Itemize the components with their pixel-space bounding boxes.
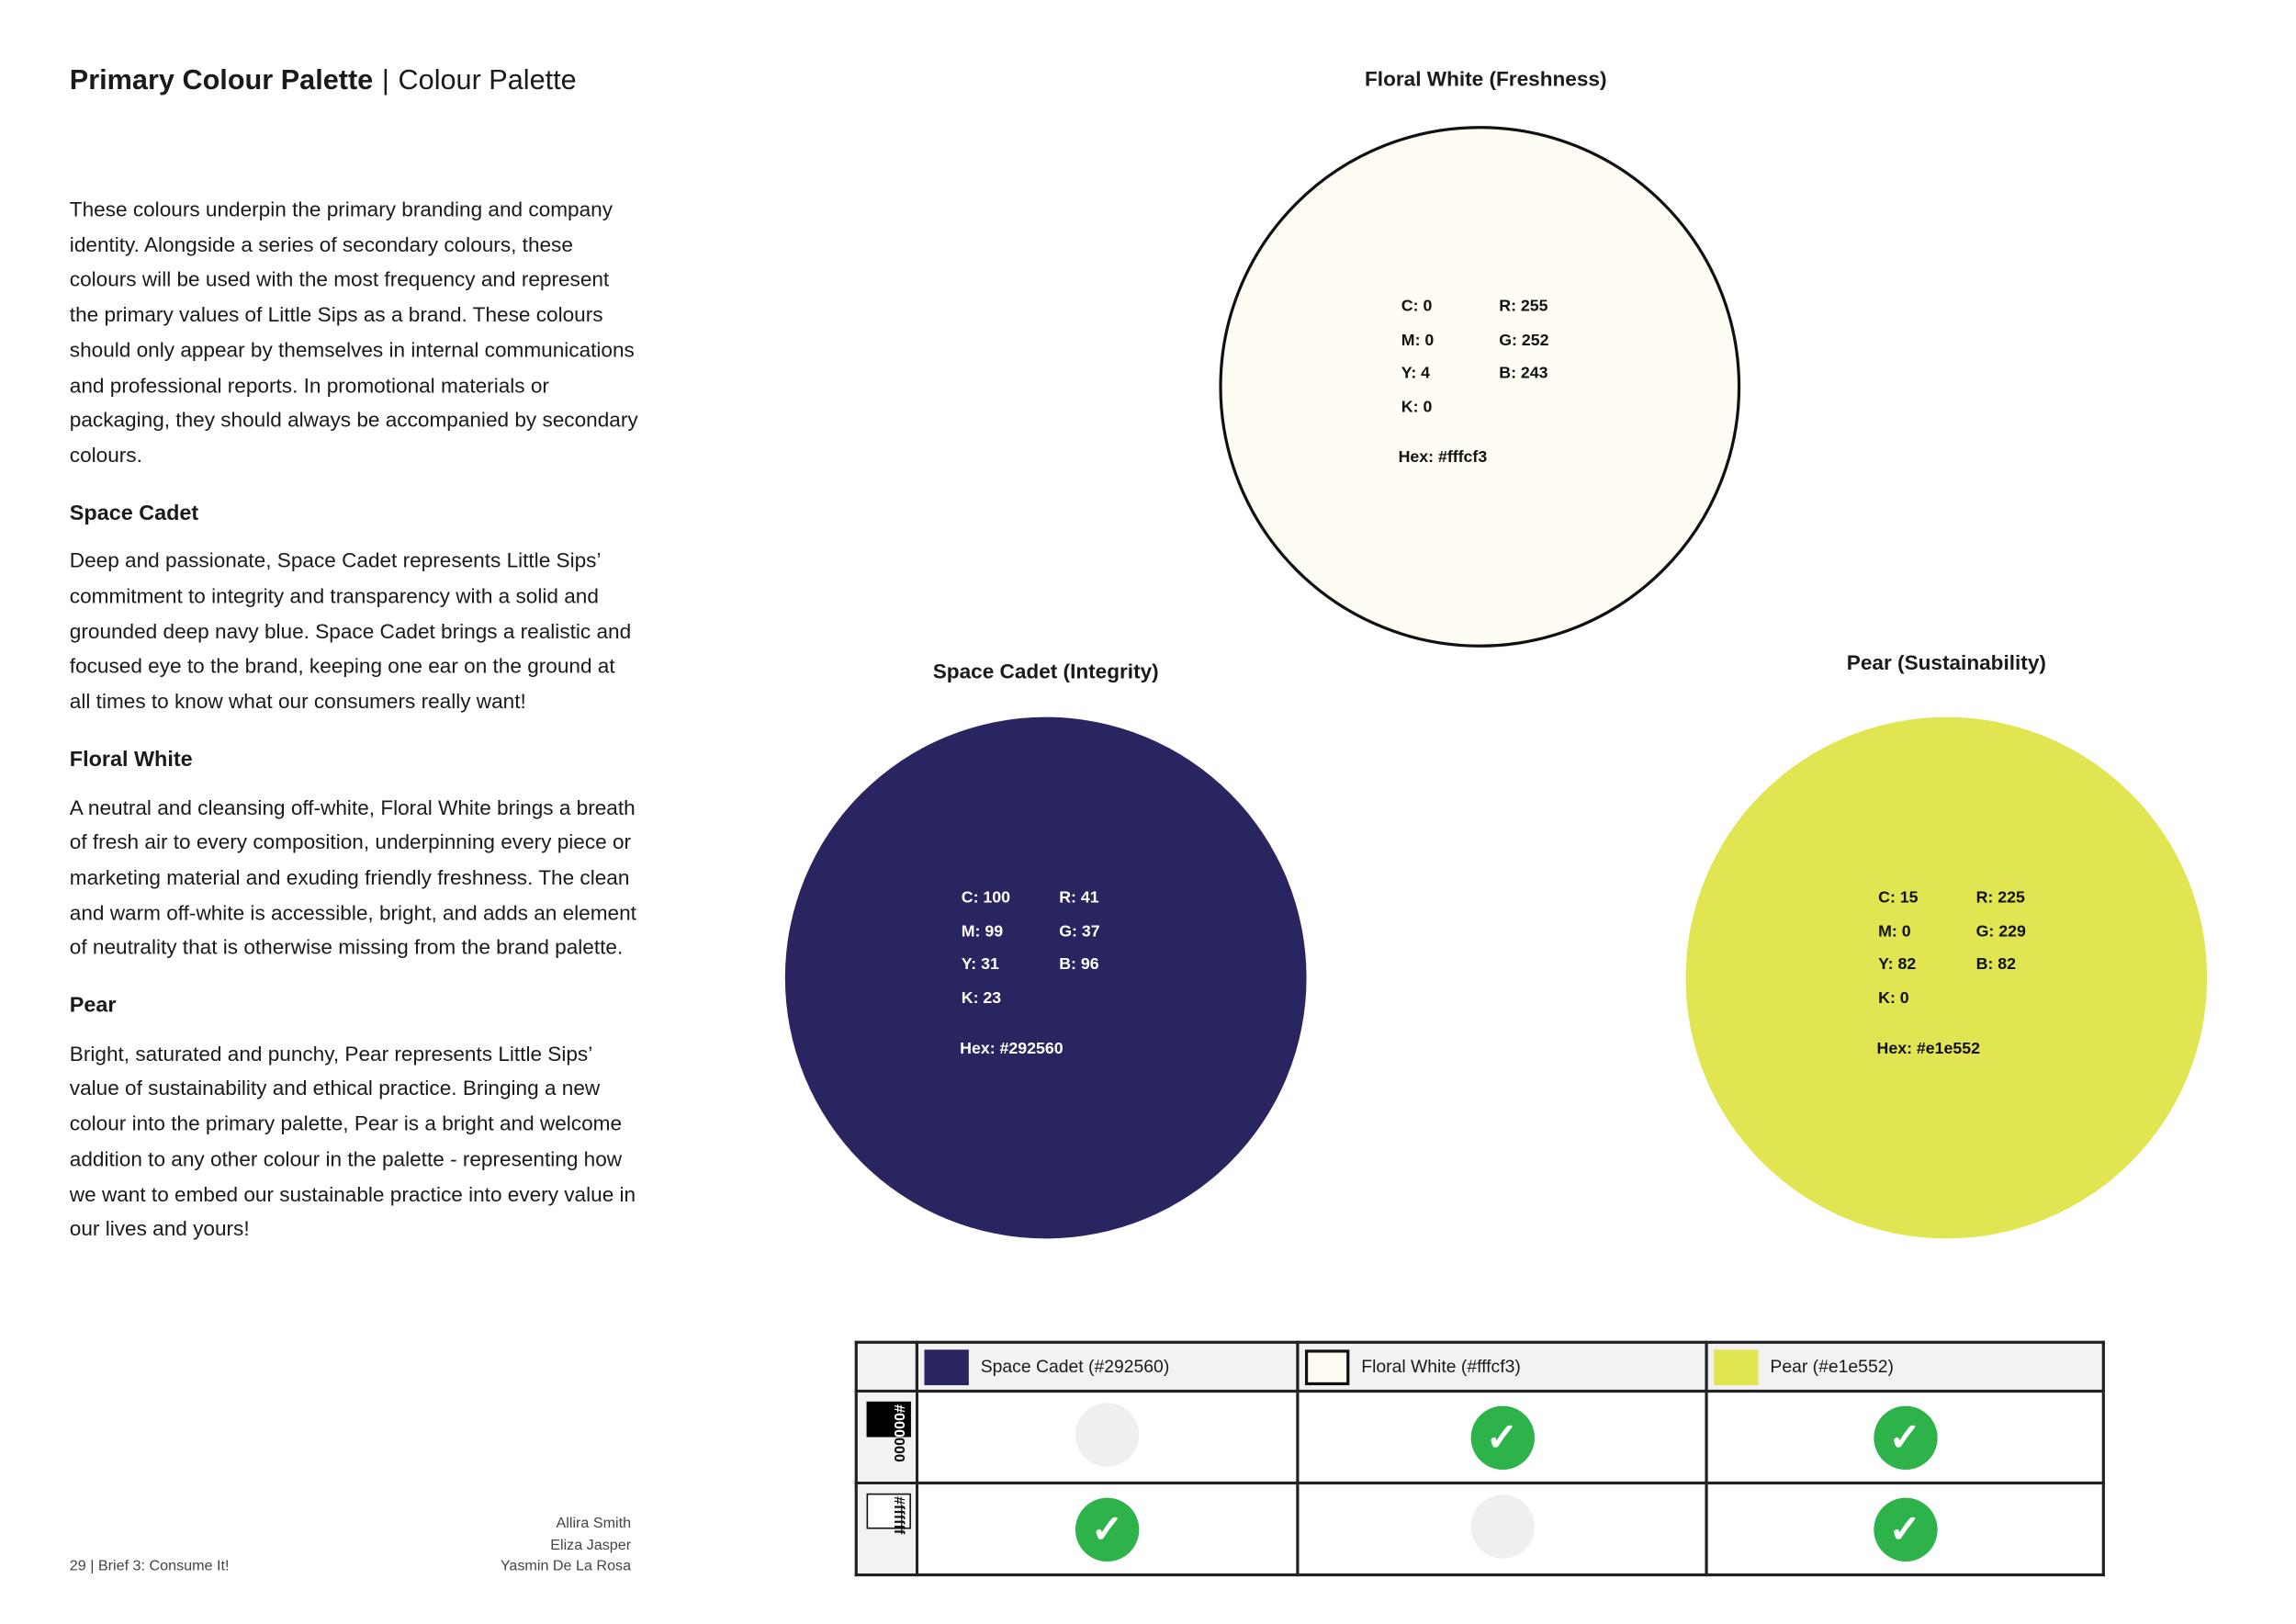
cmyk-c: C: 15 bbox=[1878, 888, 1919, 908]
table-header bbox=[856, 1342, 2103, 1391]
cmyk-y: Y: 82 bbox=[1878, 955, 1917, 974]
column-header bbox=[1298, 1342, 1706, 1391]
column-header bbox=[1706, 1342, 2103, 1391]
rgb-b: B: 243 bbox=[1499, 364, 1548, 383]
column-header bbox=[917, 1342, 1298, 1391]
cmyk-m: M: 99 bbox=[961, 922, 1004, 941]
page-title bbox=[70, 65, 577, 97]
title-main: Primary Colour Palette bbox=[69, 64, 374, 96]
row-label-black bbox=[856, 1392, 917, 1483]
rgb-r: R: 41 bbox=[1059, 888, 1099, 908]
section-heading: Pear bbox=[69, 994, 117, 1019]
empty-circle-icon bbox=[1470, 1494, 1534, 1558]
cmyk-k: K: 23 bbox=[961, 988, 1002, 1007]
corner-cell bbox=[856, 1342, 917, 1391]
table-cell bbox=[1298, 1392, 1706, 1483]
author: Yasmin De La Rosa bbox=[500, 1558, 632, 1575]
cmyk-m: M: 0 bbox=[1878, 922, 1911, 941]
column-label: Floral White (#fffcf3) bbox=[1361, 1355, 1521, 1376]
space-cadet-chip bbox=[924, 1349, 968, 1385]
intro-text: These colours underpin the primary branding and company identity. Alongside a series of secondary colours, these colours will be used with the most frequency and represent the primary values of Little Sips as a brand. These colours should only appear by themselves in internal communications and professional reports. In promotional materials or packaging, they should always be accompanied by secondary colours. bbox=[69, 197, 638, 467]
table-cell bbox=[917, 1392, 1298, 1483]
table-cell bbox=[1706, 1483, 2103, 1575]
section-text: A neutral and cleansing off-white, Floral White brings a breath of fresh air to every composition, underpinning every piece or marketing material and exuding friendly freshness. The clean and warm off-white is accessible, bright, and adds an element of neutrality that is otherwise missing from the brand palette. bbox=[69, 795, 636, 960]
table-cell bbox=[1298, 1483, 1706, 1575]
pear-hex: Hex: #e1e552 bbox=[1876, 1040, 1981, 1058]
check-icon: ✓ bbox=[1075, 1497, 1139, 1561]
title-separator: | bbox=[381, 64, 389, 96]
authors bbox=[501, 1514, 631, 1578]
space-cadet-hex: Hex: #292560 bbox=[960, 1040, 1064, 1058]
rgb-b: B: 82 bbox=[1975, 955, 2017, 974]
floral-white-chip bbox=[1305, 1349, 1349, 1385]
author: Eliza Jasper bbox=[550, 1537, 632, 1554]
author: Allira Smith bbox=[556, 1515, 632, 1532]
section-heading: Floral White bbox=[69, 748, 193, 773]
rgb-g: G: 37 bbox=[1059, 922, 1100, 941]
rgb-r: R: 225 bbox=[1975, 888, 2025, 908]
rgb-g: G: 252 bbox=[1499, 331, 1549, 349]
row-label: #ffffff bbox=[890, 1496, 907, 1535]
title-sub: Colour Palette bbox=[398, 64, 577, 96]
section-text: Deep and passionate, Space Cadet represents Little Sips’ commitment to integrity and transparency with a solid and grounded deep navy blue. Space Cadet brings a realistic and focused eye to the brand, keeping one ear on the ground at all times to know what our consumers really want! bbox=[69, 548, 632, 714]
table-row bbox=[856, 1483, 2103, 1575]
description bbox=[70, 193, 640, 1271]
row-label: #000000 bbox=[890, 1404, 907, 1462]
rgb-g: G: 229 bbox=[1975, 922, 2026, 941]
floral-white-title: Floral White (Freshness) bbox=[1364, 66, 1607, 91]
row-label-white bbox=[856, 1483, 917, 1575]
section-text: Bright, saturated and punchy, Pear represents Little Sips’ value of sustainability and ethical practice. Bringing a new colour into the primary palette, Pear is a bright and welcome addition to any other colour in the palette - representing how we want to embed our sustainable practice into every value in our lives and yours! bbox=[69, 1041, 636, 1241]
check-icon: ✓ bbox=[1874, 1405, 1937, 1469]
rgb-b: B: 96 bbox=[1059, 955, 1099, 974]
table-row bbox=[856, 1392, 2103, 1483]
cmyk-m: M: 0 bbox=[1401, 331, 1435, 349]
pear-title: Pear (Sustainability) bbox=[1846, 650, 2046, 674]
cmyk-y: Y: 31 bbox=[961, 955, 999, 974]
space-cadet-title: Space Cadet (Integrity) bbox=[932, 659, 1159, 683]
table-cell bbox=[917, 1483, 1298, 1575]
cmyk-k: K: 0 bbox=[1401, 398, 1433, 416]
section-heading: Space Cadet bbox=[69, 502, 199, 525]
pear-chip bbox=[1714, 1349, 1758, 1385]
column-label: Pear (#e1e552) bbox=[1770, 1355, 1894, 1376]
cmyk-c: C: 100 bbox=[961, 888, 1011, 908]
cmyk-k: K: 0 bbox=[1878, 988, 1909, 1007]
empty-circle-icon bbox=[1075, 1403, 1139, 1466]
cmyk-y: Y: 4 bbox=[1401, 364, 1431, 383]
contrast-table bbox=[855, 1341, 2105, 1576]
floral-white-values bbox=[1401, 290, 1588, 423]
space-cadet-values bbox=[962, 882, 1148, 1015]
column-label: Space Cadet (#292560) bbox=[980, 1355, 1170, 1376]
floral-white-hex: Hex: #fffcf3 bbox=[1398, 448, 1488, 468]
check-icon: ✓ bbox=[1470, 1405, 1534, 1469]
rgb-r: R: 255 bbox=[1499, 298, 1548, 316]
cmyk-c: C: 0 bbox=[1401, 298, 1433, 316]
page-footer: 29 | Brief 3: Consume It! bbox=[69, 1558, 230, 1575]
table-cell bbox=[1706, 1392, 2103, 1483]
pear-values bbox=[1878, 882, 2065, 1015]
check-icon: ✓ bbox=[1874, 1497, 1937, 1561]
